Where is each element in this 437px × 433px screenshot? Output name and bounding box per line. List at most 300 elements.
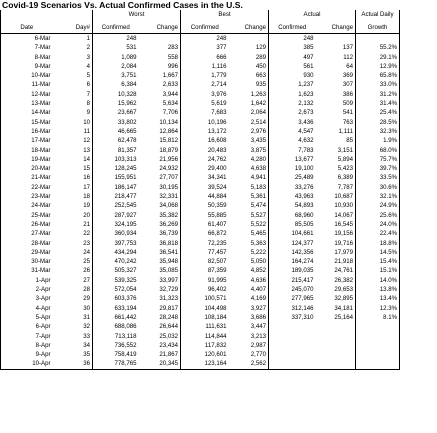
table-row [1, 257, 400, 266]
growth-cell [356, 350, 400, 359]
day-cell: 13 [53, 146, 93, 155]
best-change-cell: 5,222 [229, 248, 269, 257]
best-confirmed-cell: 34,341 [207, 174, 227, 182]
date-cell: 1-Apr [1, 276, 53, 285]
best-change-cell: 3,875 [229, 146, 269, 155]
table-row [1, 164, 400, 173]
table-row [1, 201, 400, 210]
growth-cell: 65.8% [356, 71, 400, 80]
day-cell: 14 [53, 155, 93, 164]
best-confirmed-cell: 50,359 [207, 202, 227, 210]
best-confirmed-cell: 120,601 [204, 351, 227, 359]
worst-change-cell: 23,434 [139, 341, 181, 350]
table-row [1, 220, 400, 229]
table-row [1, 239, 400, 248]
best-confirmed-cell: 82,507 [207, 258, 227, 266]
scenarios-table [0, 10, 400, 370]
worst-change-cell: 12,864 [139, 127, 181, 136]
actual-change-cell: 137 [316, 43, 356, 52]
table-row [1, 127, 400, 136]
best-change-cell: 3,447 [229, 322, 269, 331]
worst-confirmed-cell: 218,477 [114, 193, 137, 201]
actual-change-cell: 19,716 [316, 239, 356, 248]
table-row [1, 90, 400, 99]
worst-change-cell: 31,323 [139, 294, 181, 303]
best-confirmed-cell: 39,524 [207, 183, 227, 191]
actual-confirmed-cell: 68,960 [294, 211, 314, 219]
growth-cell [356, 34, 400, 44]
table-row [1, 43, 400, 52]
actual-confirmed-cell: 245,070 [291, 286, 314, 294]
worst-change-cell: 20,345 [139, 359, 181, 369]
best-confirmed-cell: 96,402 [207, 286, 227, 294]
growth-cell: 25.6% [356, 211, 400, 220]
actual-confirmed-cell: 164,274 [291, 258, 314, 266]
actual-change-cell [316, 359, 356, 369]
growth-cell: 29.1% [356, 53, 400, 62]
actual-confirmed-cell: 25,489 [294, 174, 314, 182]
table-row [1, 71, 400, 80]
worst-change-cell: 29,817 [139, 304, 181, 313]
table-row [1, 34, 400, 44]
actual-change-cell: 10,687 [316, 192, 356, 201]
day-cell: 29 [53, 294, 93, 303]
header-day: Day# [53, 20, 93, 34]
actual-confirmed-cell: 13,677 [294, 155, 314, 163]
best-change-cell: 3,686 [229, 313, 269, 322]
worst-confirmed-cell: 23,667 [117, 109, 137, 117]
header-blank [1, 10, 53, 20]
actual-confirmed-cell: 189,035 [291, 267, 314, 275]
growth-cell: 12.9% [356, 62, 400, 71]
date-cell: 21-Mar [1, 173, 53, 182]
worst-confirmed-cell: 186,147 [114, 183, 137, 191]
best-change-cell: 5,474 [229, 201, 269, 210]
best-change-cell: 4,638 [229, 164, 269, 173]
worst-confirmed-cell: 688,086 [114, 323, 137, 331]
day-cell: 22 [53, 229, 93, 238]
actual-change-cell [316, 322, 356, 331]
worst-confirmed-cell: 81,357 [117, 146, 137, 154]
worst-confirmed-cell: 633,194 [114, 304, 137, 312]
worst-confirmed-cell: 252,545 [114, 202, 137, 210]
best-confirmed-cell: 72,235 [207, 239, 227, 247]
header-date: Date [1, 20, 53, 34]
worst-confirmed-cell: 434,294 [114, 248, 137, 256]
day-cell: 1 [53, 34, 93, 44]
actual-change-cell: 7,787 [316, 183, 356, 192]
actual-confirmed-cell: 215,417 [291, 276, 314, 284]
date-cell: 19-Mar [1, 155, 53, 164]
growth-cell: 28.5% [356, 118, 400, 127]
best-confirmed-cell: 24,762 [207, 155, 227, 163]
actual-change-cell: 541 [316, 108, 356, 117]
table-row [1, 211, 400, 220]
header-actual-change: Change [316, 20, 356, 34]
actual-confirmed-cell: 19,100 [294, 165, 314, 173]
worst-change-cell: 21,956 [139, 155, 181, 164]
day-cell: 21 [53, 220, 93, 229]
best-confirmed-cell: 1,779 [211, 72, 227, 80]
worst-change-cell: 25,032 [139, 332, 181, 341]
best-confirmed-cell: 111,631 [205, 323, 227, 331]
best-confirmed-cell: 16,608 [207, 137, 227, 145]
worst-change-cell: 27,707 [139, 173, 181, 182]
best-change-cell: 2,514 [229, 118, 269, 127]
best-change-cell: 3,213 [229, 332, 269, 341]
actual-confirmed-cell: 54,893 [294, 202, 314, 210]
day-cell: 8 [53, 99, 93, 108]
best-confirmed-cell: 44,884 [207, 193, 227, 201]
growth-cell: 33.5% [356, 173, 400, 182]
growth-cell: 39.7% [356, 164, 400, 173]
worst-confirmed-cell: 397,753 [114, 239, 137, 247]
header-row-groups [1, 10, 400, 20]
worst-change-cell: 26,644 [139, 322, 181, 331]
growth-cell: 75.7% [356, 155, 400, 164]
worst-confirmed-cell: 758,419 [114, 351, 137, 359]
date-cell: 8-Apr [1, 341, 53, 350]
best-confirmed-cell: 66,872 [207, 230, 227, 238]
best-confirmed-cell: 3,976 [211, 90, 227, 98]
actual-confirmed-cell: 248 [303, 35, 314, 42]
worst-confirmed-cell: 155,951 [114, 174, 137, 182]
actual-confirmed-cell: 337,310 [291, 313, 314, 321]
growth-cell: 30.6% [356, 183, 400, 192]
day-cell: 25 [53, 257, 93, 266]
day-cell: 2 [53, 43, 93, 52]
table-row [1, 276, 400, 285]
date-cell: 27-Mar [1, 229, 53, 238]
table-row [1, 341, 400, 350]
growth-cell: 14.0% [356, 276, 400, 285]
header-best-confirmed: Confirmed [181, 20, 229, 34]
best-confirmed-cell: 100,571 [204, 295, 227, 303]
day-cell: 32 [53, 322, 93, 331]
date-cell: 9-Apr [1, 350, 53, 359]
day-cell: 3 [53, 53, 93, 62]
actual-confirmed-cell: 104,661 [291, 230, 314, 238]
actual-change-cell: 1,111 [316, 127, 356, 136]
table-row [1, 350, 400, 359]
actual-change-cell: 509 [316, 99, 356, 108]
table-body [1, 34, 400, 370]
day-cell: 11 [53, 127, 93, 136]
best-confirmed-cell: 5,619 [211, 100, 227, 108]
header-blank [53, 10, 93, 20]
date-cell: 31-Mar [1, 266, 53, 275]
best-change-cell: 5,522 [229, 220, 269, 229]
worst-confirmed-cell: 324,195 [114, 220, 137, 228]
worst-confirmed-cell: 736,552 [114, 341, 137, 349]
growth-cell: 22.4% [356, 229, 400, 238]
worst-change-cell: 30,195 [139, 183, 181, 192]
growth-cell: 32.1% [356, 192, 400, 201]
header-best: Best [181, 10, 269, 20]
best-confirmed-cell: 1,116 [211, 62, 227, 70]
day-cell: 30 [53, 304, 93, 313]
best-change-cell: 663 [229, 71, 269, 80]
actual-change-cell: 19,156 [316, 229, 356, 238]
actual-confirmed-cell [269, 350, 316, 359]
actual-change-cell: 386 [316, 90, 356, 99]
actual-confirmed-cell: 85,505 [294, 220, 314, 228]
actual-confirmed-cell: 497 [303, 53, 314, 61]
actual-confirmed-cell: 312,146 [291, 304, 314, 312]
date-cell: 11-Mar [1, 80, 53, 89]
worst-change-cell: 36,739 [139, 229, 181, 238]
actual-change-cell: 17,979 [316, 248, 356, 257]
best-change-cell: 935 [229, 80, 269, 89]
actual-change-cell: 29,653 [316, 285, 356, 294]
best-change-cell: 4,169 [229, 294, 269, 303]
best-change-cell: 4,636 [229, 276, 269, 285]
page-title: Covid-19 Scenarios Vs. Actual Confirmed Cases in the U.S. [2, 0, 243, 10]
header-actual-daily: Actual Daily [356, 10, 400, 20]
table-row [1, 146, 400, 155]
worst-change-cell: 18,879 [139, 146, 181, 155]
worst-confirmed-cell: 2,084 [121, 62, 137, 70]
worst-confirmed-cell: 713,118 [114, 332, 137, 340]
date-cell: 7-Mar [1, 43, 53, 52]
best-confirmed-cell: 61,407 [207, 220, 227, 228]
actual-confirmed-cell: 33,276 [294, 183, 314, 191]
day-cell: 19 [53, 201, 93, 210]
table-row [1, 248, 400, 257]
day-cell: 12 [53, 136, 93, 145]
date-cell: 26-Mar [1, 220, 53, 229]
best-change-cell: 5,050 [229, 257, 269, 266]
best-confirmed-cell: 20,483 [207, 146, 227, 154]
table-row [1, 173, 400, 182]
actual-confirmed-cell: 2,673 [298, 109, 314, 117]
worst-confirmed-cell: 661,442 [114, 313, 137, 321]
growth-cell: 32.3% [356, 127, 400, 136]
date-cell: 5-Apr [1, 313, 53, 322]
best-confirmed-cell: 91,995 [207, 276, 227, 284]
actual-confirmed-cell [269, 322, 316, 331]
actual-change-cell: 10,930 [316, 201, 356, 210]
best-change-cell: 5,183 [229, 183, 269, 192]
date-cell: 9-Mar [1, 62, 53, 71]
date-cell: 28-Mar [1, 239, 53, 248]
actual-change-cell: 26,382 [316, 276, 356, 285]
best-change-cell: 4,280 [229, 155, 269, 164]
worst-confirmed-cell: 6,384 [121, 81, 137, 89]
day-cell: 33 [53, 332, 93, 341]
actual-change-cell: 64 [316, 62, 356, 71]
table-row [1, 294, 400, 303]
actual-change-cell: 21,918 [316, 257, 356, 266]
actual-change-cell: 14,067 [316, 211, 356, 220]
best-change-cell: 1,263 [229, 90, 269, 99]
table-row [1, 322, 400, 331]
worst-change-cell: 28,248 [139, 313, 181, 322]
best-confirmed-cell: 377 [216, 44, 227, 52]
day-cell: 24 [53, 248, 93, 257]
actual-change-cell: 369 [316, 71, 356, 80]
growth-cell: 31.4% [356, 99, 400, 108]
header-best-change: Change [229, 20, 269, 34]
worst-confirmed-cell: 128,245 [114, 165, 137, 173]
worst-confirmed-cell: 287,927 [114, 211, 137, 219]
best-confirmed-cell: 123,164 [181, 359, 229, 369]
best-confirmed-cell: 114,844 [204, 332, 227, 340]
best-confirmed-cell: 29,400 [207, 165, 227, 173]
worst-confirmed-cell: 62,478 [117, 137, 137, 145]
table-row [1, 99, 400, 108]
actual-confirmed-cell: 930 [303, 72, 314, 80]
growth-cell: 12.3% [356, 304, 400, 313]
date-cell: 7-Apr [1, 332, 53, 341]
worst-confirmed-cell: 103,313 [114, 155, 137, 163]
actual-confirmed-cell: 1,237 [298, 81, 314, 89]
worst-confirmed-cell: 10,328 [117, 90, 137, 98]
actual-change-cell: 32,895 [316, 294, 356, 303]
actual-confirmed-cell: 2,132 [298, 100, 314, 108]
worst-confirmed-cell: 46,665 [117, 127, 137, 135]
actual-change-cell: 3,151 [316, 146, 356, 155]
actual-change-cell [316, 350, 356, 359]
date-cell: 15-Mar [1, 118, 53, 127]
date-cell: 14-Mar [1, 108, 53, 117]
day-cell: 31 [53, 313, 93, 322]
growth-cell: 25.4% [356, 108, 400, 117]
worst-change-cell: 35,085 [139, 266, 181, 275]
date-cell: 6-Mar [1, 34, 53, 44]
best-confirmed-cell: 2,714 [211, 81, 227, 89]
actual-confirmed-cell: 142,356 [291, 248, 314, 256]
actual-confirmed-cell: 4,632 [298, 137, 314, 145]
header-worst: Worst [93, 10, 181, 20]
date-cell: 25-Mar [1, 211, 53, 220]
worst-change-cell: 1,667 [139, 71, 181, 80]
worst-change-cell: 36,818 [139, 239, 181, 248]
header-actual-confirmed: Confirmed [269, 20, 316, 34]
table-row [1, 266, 400, 275]
actual-confirmed-cell [269, 332, 316, 341]
best-change-cell: 2,770 [229, 350, 269, 359]
day-cell: 17 [53, 183, 93, 192]
worst-change-cell: 10,134 [139, 118, 181, 127]
date-cell: 12-Mar [1, 90, 53, 99]
date-cell: 30-Mar [1, 257, 53, 266]
date-cell: 24-Mar [1, 201, 53, 210]
growth-cell: 14.5% [356, 248, 400, 257]
day-cell: 28 [53, 285, 93, 294]
day-cell: 5 [53, 71, 93, 80]
growth-cell: 15.1% [356, 266, 400, 275]
growth-cell: 1.9% [356, 136, 400, 145]
day-cell: 34 [53, 341, 93, 350]
actual-change-cell: 16,545 [316, 220, 356, 229]
header-actual: Actual [269, 10, 356, 20]
table-row [1, 155, 400, 164]
worst-change-cell: 996 [139, 62, 181, 71]
actual-change-cell: 307 [316, 80, 356, 89]
growth-cell: 55.2% [356, 43, 400, 52]
worst-change-cell: 21,867 [139, 350, 181, 359]
growth-cell: 31.2% [356, 90, 400, 99]
worst-confirmed-cell: 539,325 [114, 276, 137, 284]
actual-change-cell: 25,164 [316, 313, 356, 322]
growth-cell: 24.9% [356, 201, 400, 210]
actual-confirmed-cell: 277,965 [291, 295, 314, 303]
growth-cell: 13.4% [356, 294, 400, 303]
best-change-cell: 3,435 [229, 136, 269, 145]
table-row [1, 183, 400, 192]
actual-change-cell: 5,894 [316, 155, 356, 164]
actual-confirmed-cell: 4,547 [298, 127, 314, 135]
best-change-cell: 4,941 [229, 173, 269, 182]
actual-confirmed-cell [269, 359, 316, 369]
worst-change-cell: 283 [139, 43, 181, 52]
day-cell: 20 [53, 211, 93, 220]
worst-change-cell: 34,068 [139, 201, 181, 210]
day-cell: 9 [53, 108, 93, 117]
best-change-cell: 450 [229, 62, 269, 71]
date-cell: 29-Mar [1, 248, 53, 257]
best-change-cell: 3,927 [229, 304, 269, 313]
date-cell: 10-Mar [1, 71, 53, 80]
growth-cell [356, 322, 400, 331]
day-cell: 10 [53, 118, 93, 127]
date-cell: 6-Apr [1, 322, 53, 331]
table-row [1, 285, 400, 294]
actual-confirmed-cell: 561 [303, 62, 314, 70]
table-row [1, 136, 400, 145]
actual-confirmed-cell: 124,377 [291, 239, 314, 247]
worst-change-cell: 3,944 [139, 90, 181, 99]
day-cell: 15 [53, 164, 93, 173]
day-cell: 18 [53, 192, 93, 201]
best-change-cell: 1,642 [229, 99, 269, 108]
day-cell: 26 [53, 266, 93, 275]
best-change-cell: 129 [229, 43, 269, 52]
worst-confirmed-cell: 603,376 [114, 295, 137, 303]
worst-change-cell: 35,948 [139, 257, 181, 266]
best-change-cell [229, 34, 269, 44]
worst-confirmed-cell: 360,934 [114, 230, 137, 238]
actual-change-cell [316, 332, 356, 341]
date-cell: 18-Mar [1, 146, 53, 155]
actual-change-cell [316, 34, 356, 44]
actual-change-cell: 34,181 [316, 304, 356, 313]
day-cell: 4 [53, 62, 93, 71]
worst-confirmed-cell: 531 [126, 44, 137, 52]
table-row [1, 108, 400, 117]
best-change-cell: 4,407 [229, 285, 269, 294]
date-cell: 17-Mar [1, 136, 53, 145]
worst-change-cell: 7,706 [139, 108, 181, 117]
growth-cell [356, 332, 400, 341]
day-cell: 7 [53, 90, 93, 99]
actual-confirmed-cell [269, 341, 316, 350]
best-confirmed-cell: 248 [216, 35, 227, 42]
growth-cell: 18.8% [356, 239, 400, 248]
best-change-cell: 4,852 [229, 266, 269, 275]
header-worst-change: Change [139, 20, 181, 34]
worst-change-cell: 24,932 [139, 164, 181, 173]
best-change-cell: 2,064 [229, 108, 269, 117]
best-change-cell: 289 [229, 53, 269, 62]
best-change-cell: 2,562 [229, 359, 269, 369]
actual-confirmed-cell: 43,963 [294, 193, 314, 201]
actual-change-cell [316, 341, 356, 350]
date-cell: 13-Mar [1, 99, 53, 108]
worst-confirmed-cell: 572,054 [114, 286, 137, 294]
growth-cell: 8.1% [356, 313, 400, 322]
